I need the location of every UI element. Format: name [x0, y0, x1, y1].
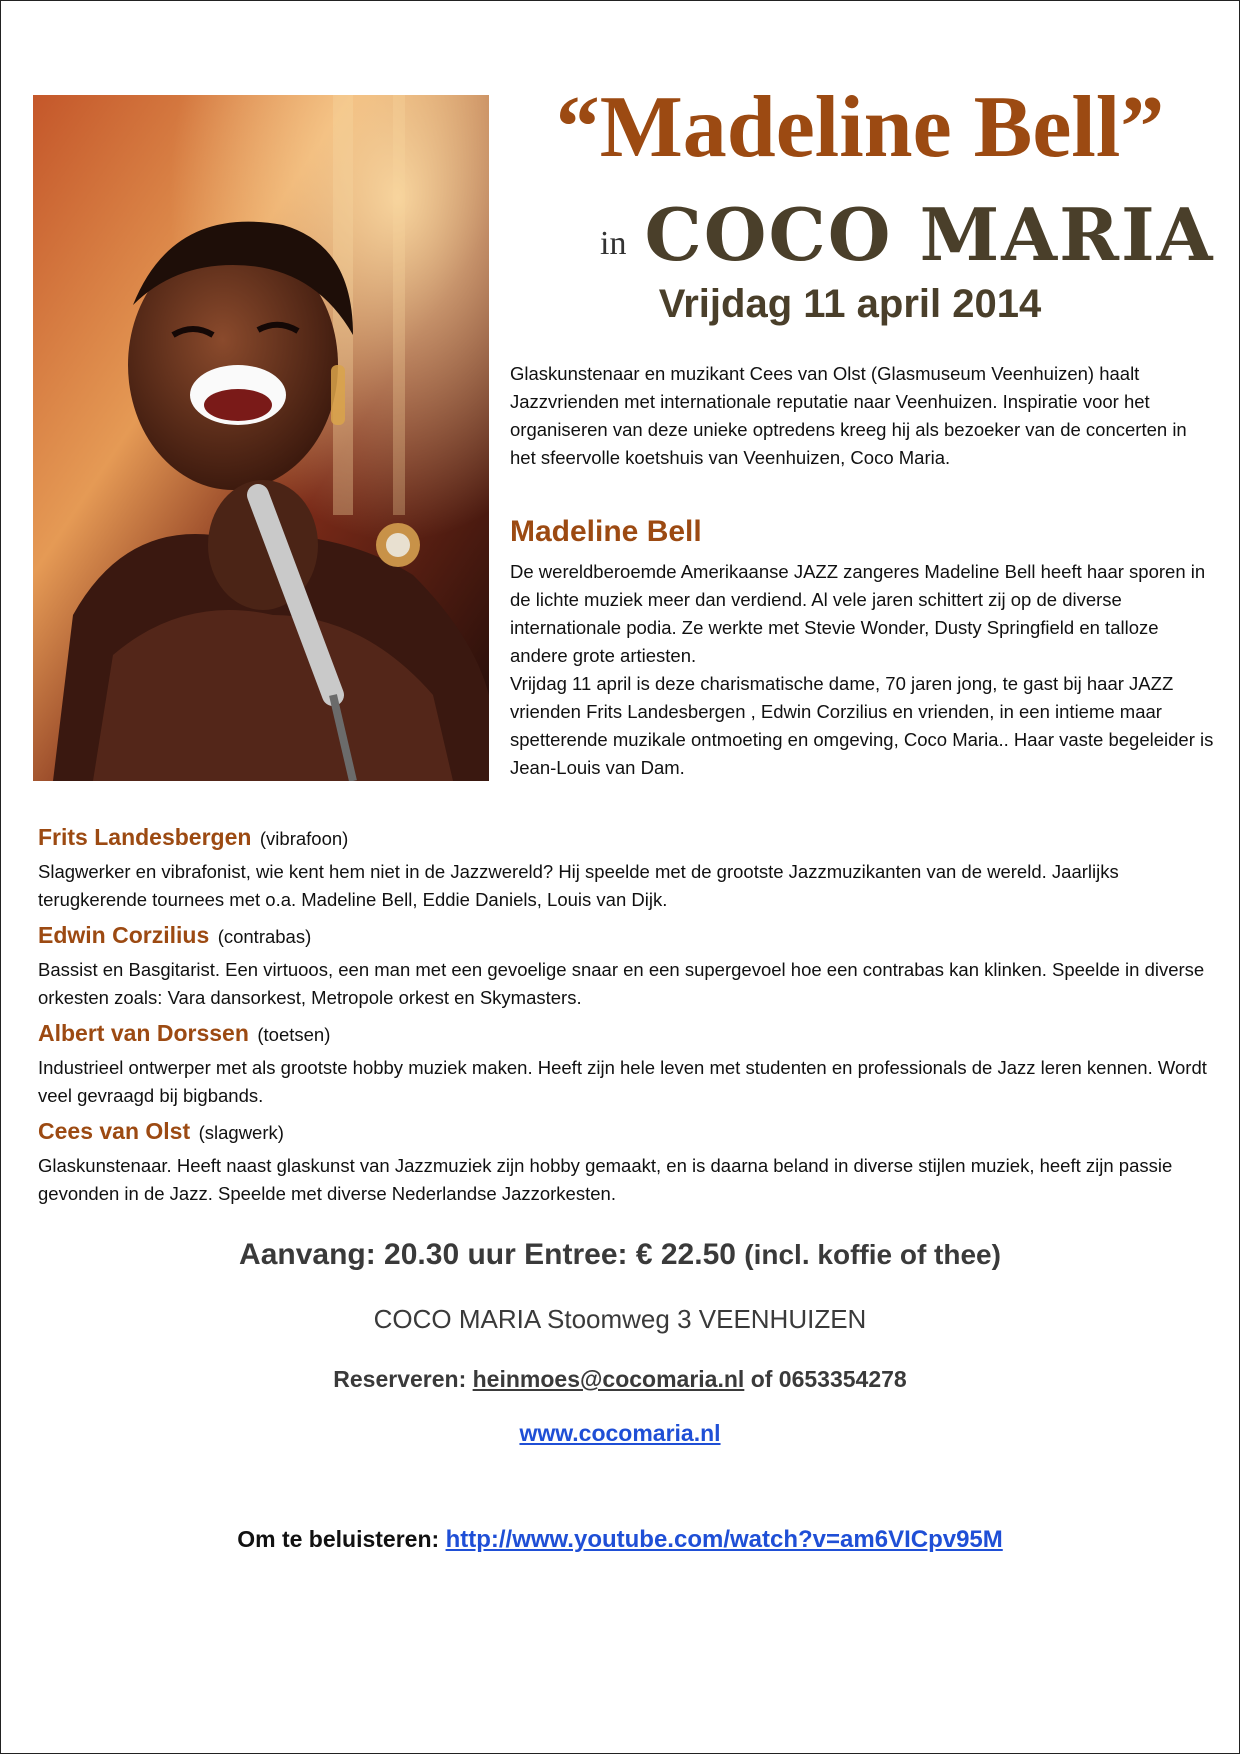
listen-line: [0, 1526, 1240, 1554]
musician-description: Bassist en Basgitarist. Een virtuoos, een man met een gevoelige snaar en een supergevoel hoe een contrabas kan klinken. Speelde in diverse orkesten zoals: Vara dansorkest, Metropole orkest en Skymasters.: [38, 959, 1205, 1008]
madeline-paragraph-2: Vrijdag 11 april is deze charismatische dame, 70 jaren jong, te gast bij haar JAZZ vrienden Frits Landesbergen , Edwin Corzilius en vrienden, in een intieme maar spetterende muzikale ontmoeting en omgeving, Coco Maria.. Haar vaste begeleider is Jean-Louis van Dam.: [510, 673, 1214, 778]
musician-name: Frits Landesbergen: [38, 824, 252, 850]
madeline-heading: Madeline Bell: [510, 515, 702, 548]
musician-description: Slagwerker en vibrafonist, wie kent hem niet in de Jazzwereld? Hij speelde met de grootste Jazzmuzikanten van de wereld. Jaarlijks terugkerende tournees met o.a. Madeline Bell, Eddie Daniels, Louis van Dijk.: [38, 861, 1119, 910]
venue-line: [600, 192, 1215, 277]
event-title: “Madeline Bell”: [555, 79, 1165, 176]
musician-item: [38, 1016, 1208, 1110]
reserve-phone: of 0653354278: [750, 1366, 907, 1392]
start-and-entry-line: [0, 1238, 1240, 1272]
website-link[interactable]: www.cocomaria.nl: [519, 1420, 721, 1446]
event-date: Vrijdag 11 april 2014: [658, 282, 1042, 326]
musician-role: (contrabas): [217, 926, 312, 947]
musician-name: Edwin Corzilius: [38, 922, 210, 948]
singer-photo: [33, 95, 489, 781]
intro-text: Glaskunstenaar en muzikant Cees van Olst (Glasmuseum Veenhuizen) haalt Jazzvrienden met internationale reputatie naar Veenhuizen. Inspiratie voor het organiseren van deze unieke optredens kreeg hij als bezoeker van de concerten in het sfeervolle koetshuis van Veenhuizen, Coco Maria.: [510, 363, 1187, 468]
musician-description: Glaskunstenaar. Heeft naast glaskunst van Jazzmuziek zijn hobby gemaakt, en is daarna beland in diverse stijlen muziek, heeft zijn passie gevonden in de Jazz. Speelde met diverse Nederlandse Jazzorkesten.: [38, 1155, 1173, 1204]
venue-name: COCO MARIA: [644, 192, 1215, 277]
singer-photo-image: [33, 95, 489, 781]
entry-note: (incl. koffie of thee): [744, 1239, 1001, 1270]
youtube-link[interactable]: http://www.youtube.com/watch?v=am6VICpv95M: [445, 1526, 1003, 1553]
website-line: [0, 1420, 1240, 1447]
entry-price: : € 22.50: [617, 1238, 736, 1271]
musician-item: [38, 820, 1208, 914]
intro-block: [510, 360, 1210, 472]
musician-name: Albert van Dorssen: [38, 1020, 249, 1046]
musician-name: Cees van Olst: [38, 1118, 191, 1144]
musician-header: [38, 1114, 1208, 1152]
musician-role: (toetsen): [257, 1024, 331, 1045]
musician-role: (vibrafoon): [259, 828, 349, 849]
entry-label: Entree: [524, 1238, 618, 1271]
listen-label: Om te beluisteren:: [237, 1526, 440, 1552]
madeline-text: [510, 558, 1215, 782]
musician-item: [38, 918, 1208, 1012]
musicians-list: [38, 820, 1208, 1212]
musician-header: [38, 820, 1208, 858]
venue-prefix: in: [600, 225, 627, 262]
musician-role: (slagwerk): [198, 1122, 284, 1143]
start-time: Aanvang: 20.30 uur: [239, 1238, 516, 1271]
reservation-line: [0, 1366, 1240, 1393]
reserve-label: Reserveren:: [333, 1366, 467, 1392]
musician-item: [38, 1114, 1208, 1208]
madeline-paragraph-1: De wereldberoemde Amerikaanse JAZZ zangeres Madeline Bell heeft haar sporen in de lichte muziek meer dan verdiend. Al vele jaren schittert zij op de diverse internationale podia. Ze werkte met Stevie Wonder, Dusty Springfield en talloze andere grote artiesten.: [510, 561, 1206, 666]
musician-description: Industrieel ontwerper met als grootste hobby muziek maken. Heeft zijn hele leven met studenten en professionals de Jazz leren kennen. Wordt veel gevraagd bij bigbands.: [38, 1057, 1207, 1106]
musician-header: [38, 918, 1208, 956]
reserve-email-link[interactable]: heinmoes@cocomaria.nl: [472, 1366, 745, 1392]
musician-header: [38, 1016, 1208, 1054]
venue-address: COCO MARIA Stoomweg 3 VEENHUIZEN: [373, 1304, 867, 1334]
